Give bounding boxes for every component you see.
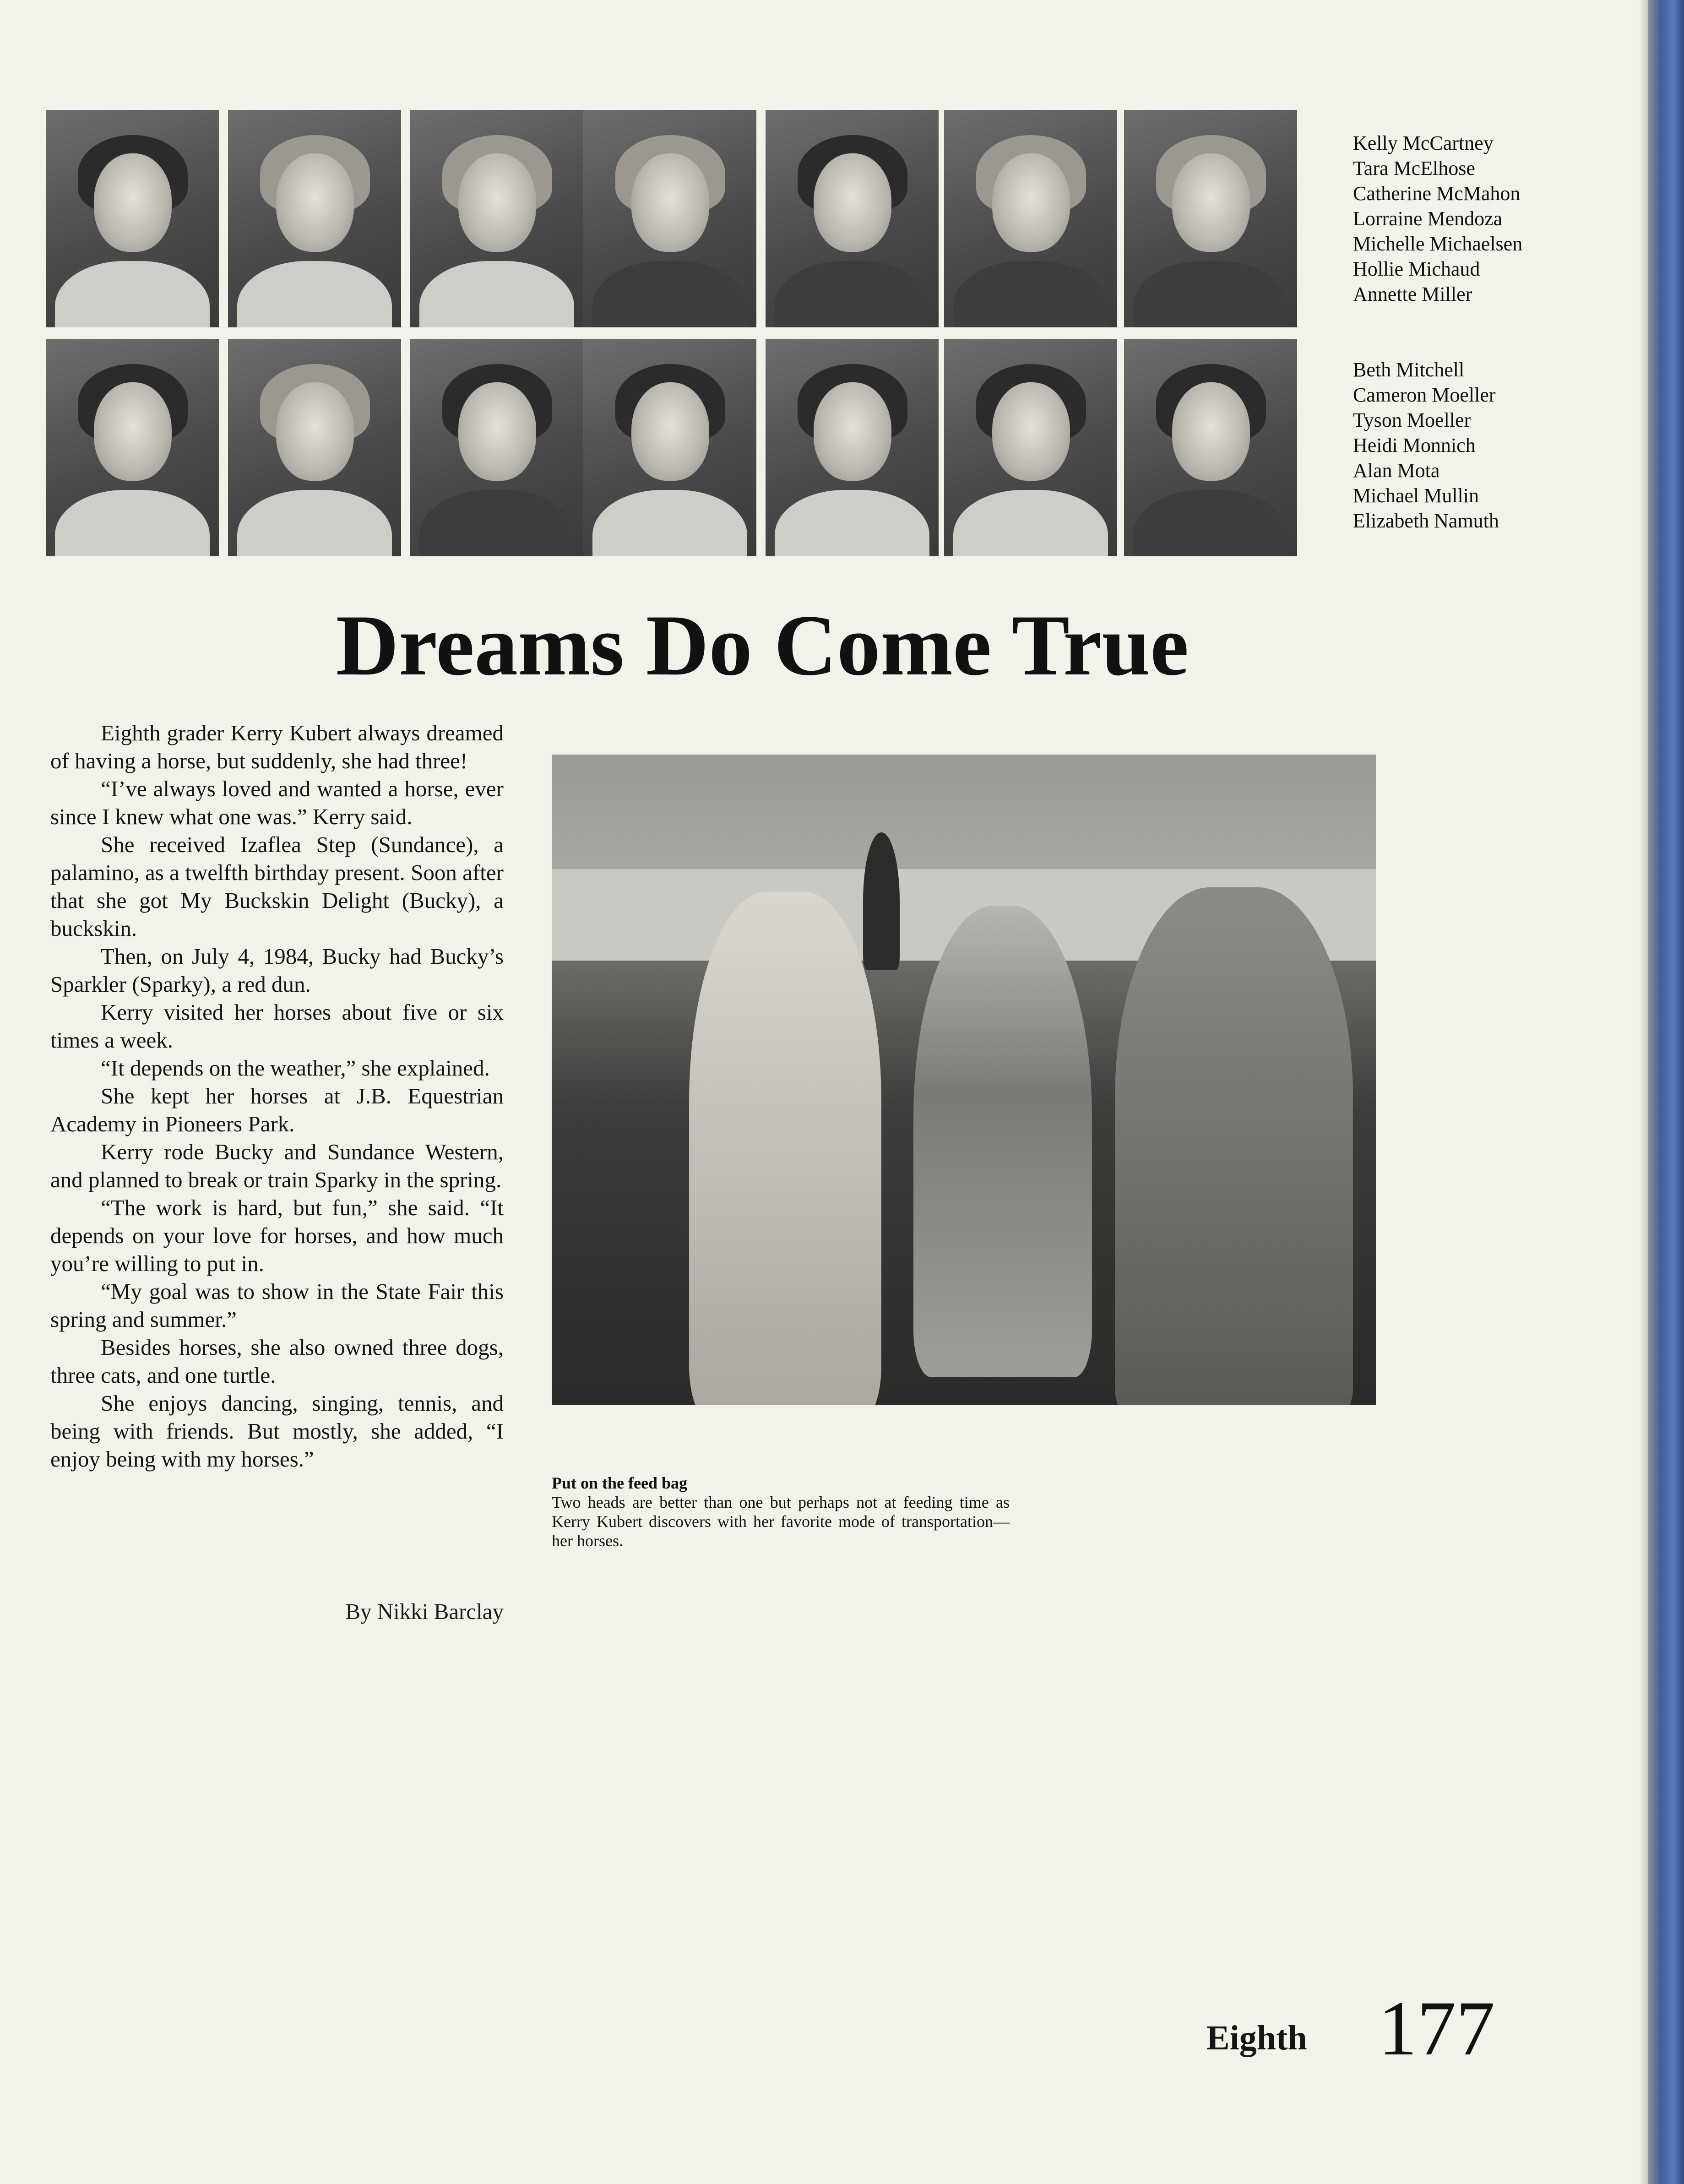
student-name: Alan Mota <box>1353 459 1440 482</box>
binding-shadow <box>1639 0 1648 2184</box>
story-paragraph: Kerry rode Bucky and Sundance Western, and planned to break or train Sparky in the spring. <box>50 1139 504 1192</box>
portrait-photo <box>410 339 583 556</box>
student-name: Michael Mullin <box>1353 484 1479 507</box>
story-paragraph: She kept her horses at J.B. Equestrian Academy in Pioneers Park. <box>50 1083 504 1136</box>
student-name: Catherine McMahon <box>1353 182 1521 205</box>
book-binding <box>1648 0 1684 2184</box>
story-paragraph: Besides horses, she also owned three dogs, three cats, and one turtle. <box>50 1335 504 1388</box>
portrait-photo <box>944 339 1117 556</box>
student-name: Beth Mitchell <box>1353 359 1465 381</box>
portrait-photo <box>46 339 219 556</box>
caption-body: Two heads are better than one but perhaps not at feeding time as Kerry Kubert discovers with her favorite mode of transportation—her horses. <box>552 1493 1010 1550</box>
student-name: Cameron Moeller <box>1353 384 1496 406</box>
student-name: Tara McElhose <box>1353 157 1475 179</box>
student-name: Tyson Moeller <box>1353 409 1471 431</box>
portrait-photo <box>766 339 939 556</box>
story-paragraph: “The work is hard, but fun,” she said. “It depends on your love for horses, and how much you’re willing to put in. <box>50 1195 504 1276</box>
student-name: Kelly McCartney <box>1353 132 1494 154</box>
portrait-photo <box>766 110 939 327</box>
feature-photo <box>552 755 1376 1405</box>
story-paragraph: She enjoys dancing, singing, tennis, and being with friends. But mostly, she added, “I enjoy being with my horses.” <box>50 1391 504 1472</box>
story-paragraph: Then, on July 4, 1984, Bucky had Bucky’s Sparkler (Sparky), a red dun. <box>50 944 504 997</box>
story-paragraph: “My goal was to show in the State Fair this spring and summer.” <box>50 1279 504 1332</box>
photo-horse-right <box>1115 887 1353 1405</box>
footer-section-label: Eighth <box>1206 2019 1307 2057</box>
story-paragraph: She received Izaflea Step (Sundance), a palamino, as a twelfth birthday present. Soon after that she got My Buckskin Delight (Bucky), a buckskin. <box>50 832 504 941</box>
portrait-names-row-2 <box>1353 357 1499 533</box>
story-paragraph: “It depends on the weather,” she explained. <box>101 1055 490 1081</box>
portrait-row-2 <box>46 339 1319 556</box>
student-name: Annette Miller <box>1353 283 1472 305</box>
student-name: Hollie Michaud <box>1353 258 1480 280</box>
portrait-row-1 <box>46 110 1319 327</box>
photo-caption <box>552 1473 1010 1550</box>
student-name: Heidi Monnich <box>1353 434 1476 456</box>
student-name: Elizabeth Namuth <box>1353 510 1499 532</box>
story-paragraph: Kerry visited her horses about five or six times a week. <box>50 1000 504 1053</box>
caption-title: Put on the feed bag <box>552 1474 687 1492</box>
portrait-names-row-1 <box>1353 130 1522 307</box>
portrait-photo <box>944 110 1117 327</box>
portrait-photo <box>1124 339 1297 556</box>
student-name: Lorraine Mendoza <box>1353 207 1503 230</box>
photo-girl <box>913 906 1092 1377</box>
portrait-photo <box>410 110 583 327</box>
story-paragraph: Eighth grader Kerry Kubert always dreamed of having a horse, but suddenly, she had three! <box>50 720 504 773</box>
portrait-photo <box>1124 110 1297 327</box>
portrait-photo <box>46 110 219 327</box>
story-paragraph: “I’ve always loved and wanted a horse, ever since I knew what one was.” Kerry said. <box>50 776 504 829</box>
student-name: Michelle Michaelsen <box>1353 233 1523 255</box>
portrait-photo <box>228 110 401 327</box>
portrait-photo <box>583 339 756 556</box>
photo-tree <box>863 832 900 970</box>
story-byline: By Nikki Barclay <box>345 1599 504 1624</box>
page-number: 177 <box>1378 1985 1495 2071</box>
story-headline: Dreams Do Come True <box>336 598 1189 694</box>
photo-horse-left <box>689 892 881 1405</box>
story-body <box>50 719 504 1473</box>
portrait-photo <box>583 110 756 327</box>
portrait-photo <box>228 339 401 556</box>
